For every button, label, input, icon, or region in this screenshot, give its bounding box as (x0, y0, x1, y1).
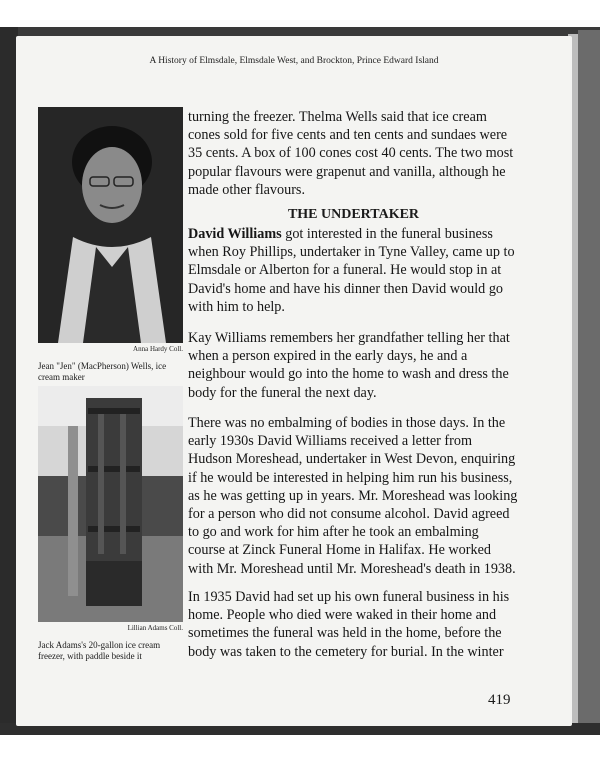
page-number: 419 (488, 692, 511, 708)
book-page (16, 36, 572, 726)
photo-caption-1: Jean "Jen" (MacPherson) Wells, ice cream maker (38, 361, 167, 382)
paragraph-2-body: got interested in the funeral business when Roy Phillips, undertaker in Tyne Valley, came up to Elmsdale or Alberton for a funeral. He would stop in at David's home and have his dinner then David would go with him to help. (188, 226, 515, 315)
section-heading: THE UNDERTAKER (287, 207, 420, 222)
photo-credit-1: Anna Hardy Coll. (133, 345, 183, 353)
paragraph-4: There was no embalming of bodies in those days. In the early 1930s David Williams received a letter from Hudson Moreshead, undertaker in West Devon, enquiring if he would be interested in helping him run his business, as he was getting up in years. Mr. Moreshead was looking for a person who did not consume alcohol. David agreed to go and work for him after he took an embalming course at Zinck Funeral Home in Halifax. He worked with Mr. Moreshead until Mr. Moreshead's death in 1938. (188, 415, 518, 577)
photo-credit-2: Lillian Adams Coll. (127, 624, 183, 632)
portrait-photo (38, 107, 183, 343)
photo-caption-2: Jack Adams's 20-gallon ice cream freezer, with paddle beside it (38, 640, 161, 661)
ice-cream-freezer-photo (38, 386, 183, 622)
running-header: A History of Elmsdale, Elmsdale West, and Brockton, Prince Edward Island (149, 56, 439, 66)
book-right-edge (578, 30, 600, 730)
paragraph-5: In 1935 David had set up his own funeral business in his home. People who died were waked in their home and sometimes the funeral was held in the home, before the body was taken to the cemetery for burial. In the winter (188, 589, 510, 660)
paragraph-1: turning the freezer. Thelma Wells said that ice cream cones sold for five cents and ten cents and sundaes were 35 cents. A box of 100 cones cost 40 cents. The two most popular flavours were grapenut and vanilla, although he made other flavours. (188, 109, 514, 198)
portrait-illustration (38, 107, 183, 343)
freezer-illustration (38, 386, 183, 622)
paragraph-2 (188, 225, 519, 316)
paragraph-2-lead-name: David Williams (188, 226, 282, 242)
paragraph-3: Kay Williams remembers her grandfather telling her that when a person expired in the early days, he and a neighbour would go into the home to wash and dress the body for the funeral the next day. (188, 330, 510, 401)
